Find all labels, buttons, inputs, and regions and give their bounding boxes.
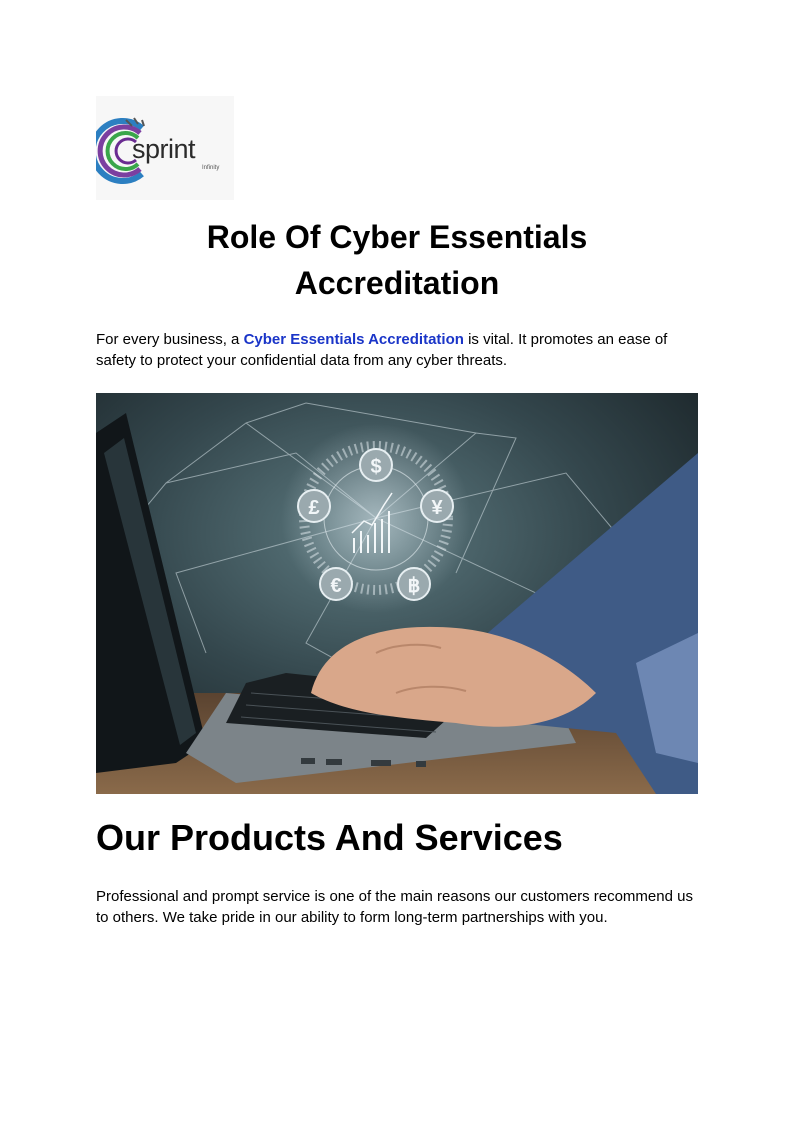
pound-icon xyxy=(298,490,330,522)
page-title xyxy=(96,214,698,306)
svg-text:฿: ฿ xyxy=(407,575,421,597)
intro-text-before: For every business, a xyxy=(96,331,244,348)
intro-paragraph xyxy=(96,329,698,371)
title-line-2: Accreditation xyxy=(294,265,500,301)
yen-icon xyxy=(421,490,453,522)
intro-text-after: is vital. It promotes an ease of safety to protect your confidential data from any cyber threats. xyxy=(96,331,668,369)
title-line-1: Role Of Cyber Essentials xyxy=(206,219,588,255)
logo-subtitle: Infinity xyxy=(202,165,220,171)
svg-text:$: $ xyxy=(370,456,382,478)
services-paragraph: Professional and prompt service is one of the main reasons our customers recommend us to others. We take pride in our ability to form long-term partnerships with you. xyxy=(96,888,693,926)
cyber-essentials-link[interactable]: Cyber Essentials Accreditation xyxy=(243,331,464,348)
svg-text:¥: ¥ xyxy=(431,497,443,519)
logo-wordmark: sprint xyxy=(132,134,196,164)
baht-icon xyxy=(398,568,430,600)
dollar-icon xyxy=(360,449,392,481)
laptop-finance-photo xyxy=(96,393,698,794)
euro-icon xyxy=(320,568,352,600)
section-heading-products: Our Products And Services xyxy=(96,817,563,858)
logo xyxy=(96,96,234,200)
svg-text:€: € xyxy=(330,575,342,597)
svg-text:£: £ xyxy=(308,497,320,519)
